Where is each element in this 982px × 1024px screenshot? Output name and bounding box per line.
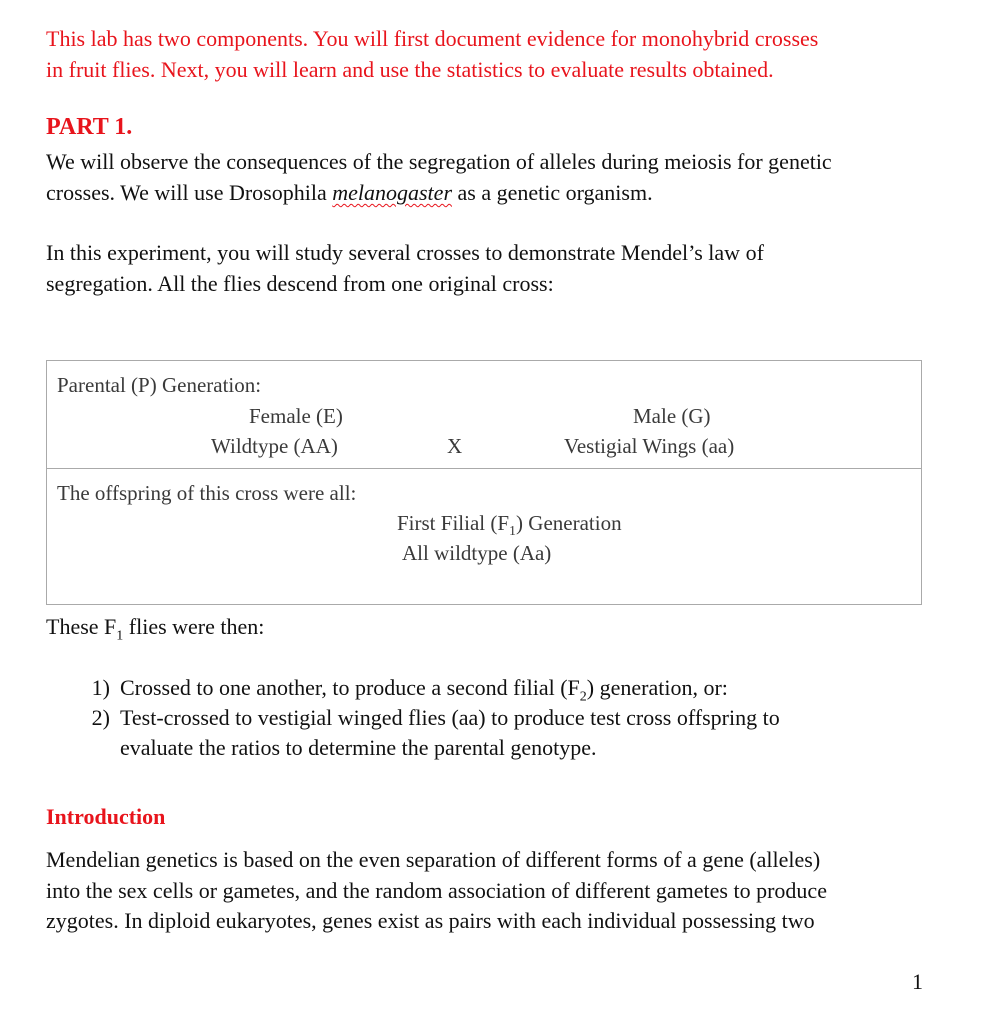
part1-paragraph-2-line-1: In this experiment, you will study several crosses to demonstrate Mendel’s law of	[46, 240, 764, 265]
intro-line-2: in fruit flies. Next, you will learn and use the statistics to evaluate results obtained.	[46, 57, 774, 82]
list-item-1-sub: 2	[579, 689, 587, 705]
f1-flies-pre: These F	[46, 614, 117, 639]
parental-generation-label: Parental (P) Generation:	[57, 373, 262, 397]
f1-flies-line	[46, 612, 264, 651]
list-item-2-line-2: evaluate the ratios to determine the parental genotype.	[120, 735, 597, 760]
list-item-1-number: 1)	[91, 675, 110, 700]
list-item-1-post: ) generation, or:	[586, 675, 728, 700]
part1-paragraph-1-line-1: We will observe the consequences of the segregation of alleles during meiosis for genetic	[46, 149, 832, 174]
list-item-1-pre: Crossed to one another, to produce a second filial (F	[120, 675, 580, 700]
part1-paragraph-1-line-2-pre: crosses. We will use Drosophila	[46, 180, 333, 205]
female-label: Female (E)	[249, 404, 343, 428]
male-genotype: Vestigial Wings (aa)	[564, 434, 735, 458]
introduction-line-3: zygotes. In diploid eukaryotes, genes exist as pairs with each individual possessing two	[46, 908, 815, 933]
part1-heading: PART 1.	[46, 114, 133, 140]
list-item-2-line-1: Test-crossed to vestigial winged flies (aa) to produce test cross offspring to	[120, 705, 780, 730]
page-number: 1	[912, 969, 923, 994]
female-genotype: Wildtype (AA)	[211, 434, 338, 458]
f1-result: All wildtype (Aa)	[402, 541, 552, 565]
f1-generation-label	[397, 511, 622, 540]
part1-paragraph-2-line-2: segregation. All the flies descend from one original cross:	[46, 271, 554, 296]
f1-generation-pre: First Filial (F	[397, 511, 510, 535]
part1-paragraph-1-line-2	[46, 178, 653, 208]
species-name-spellcheck: melanogaster	[332, 180, 452, 205]
box-divider	[47, 468, 921, 469]
introduction-heading: Introduction	[46, 804, 166, 829]
f1-generation-post: ) Generation	[516, 511, 622, 535]
list-item-2-number: 2)	[91, 705, 110, 730]
f1-flies-post: flies were then:	[123, 614, 265, 639]
intro-line-1: This lab has two components. You will first document evidence for monohybrid crosses	[46, 26, 819, 51]
introduction-line-2: into the sex cells or gametes, and the random association of different gametes to produce	[46, 878, 827, 903]
f1-flies-sub: 1	[116, 628, 124, 644]
cross-box	[46, 360, 922, 605]
f1-generation-sub: 1	[509, 524, 517, 540]
offspring-label: The offspring of this cross were all:	[57, 481, 357, 505]
part1-paragraph-1-line-2-post: as a genetic organism.	[452, 180, 653, 205]
male-label: Male (G)	[633, 404, 711, 428]
introduction-line-1: Mendelian genetics is based on the even separation of different forms of a gene (alleles)	[46, 847, 821, 872]
cross-symbol: X	[447, 434, 463, 458]
